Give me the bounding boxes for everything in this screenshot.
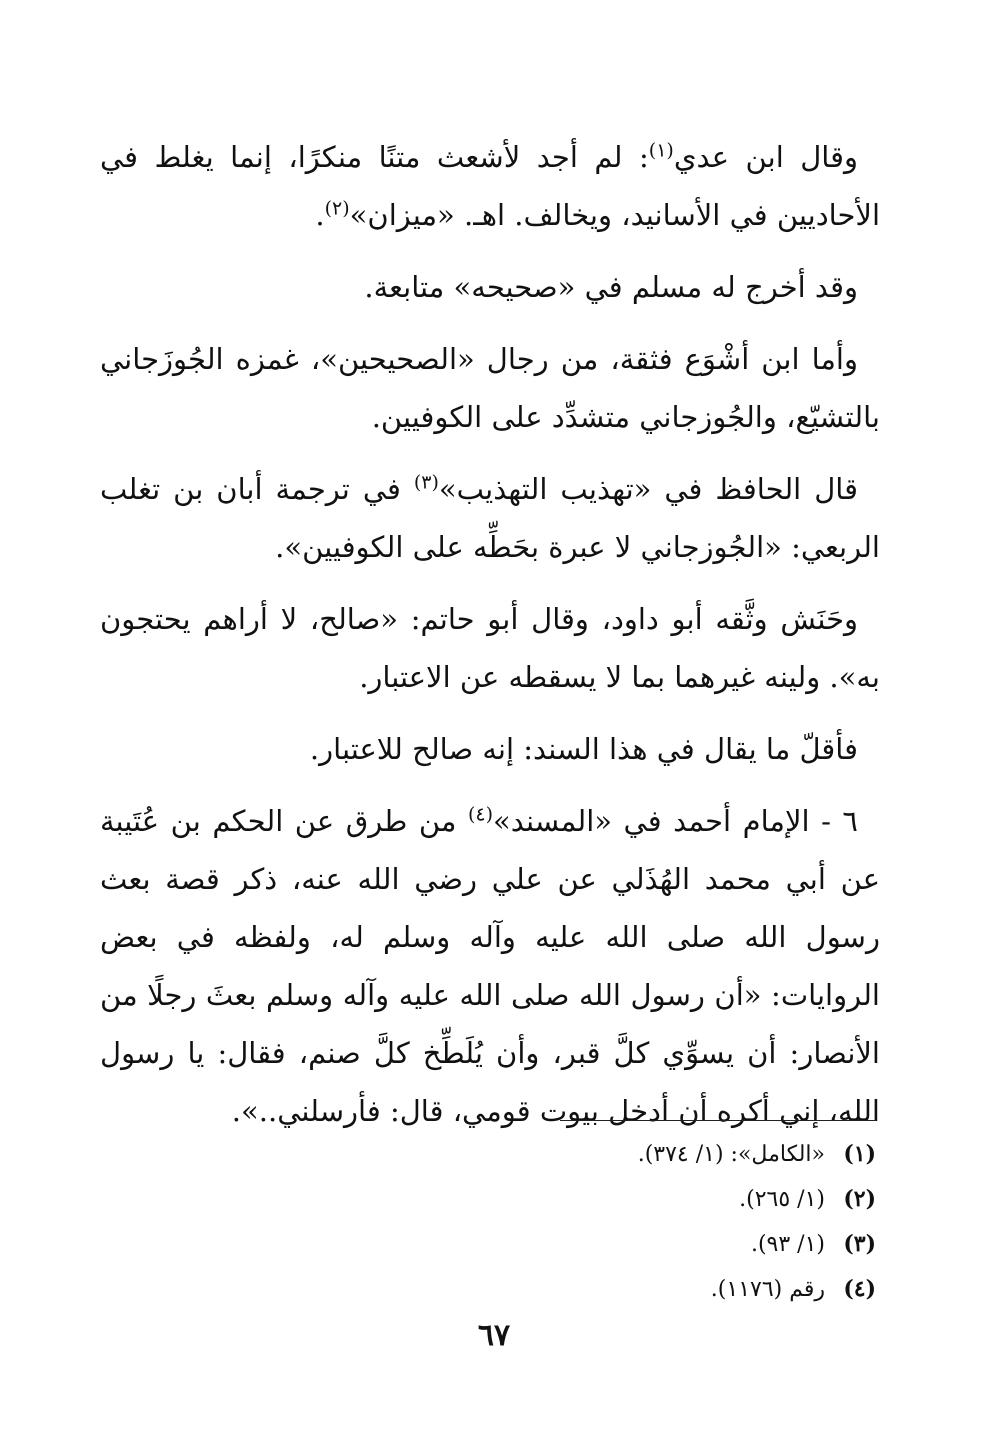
footnote-text: (١/ ٢٦٥). (739, 1187, 825, 1212)
paragraph-text: وأما ابن أشْوَع فثقة، من رجال «الصحيحين»، غمزه الجُوزَجاني بالتشيّع، والجُوزجاني متشدِّد على الكوفيين. (100, 342, 880, 434)
footnote-ref-1: (١) (648, 139, 674, 162)
footnote-divider (560, 1120, 876, 1121)
footnote-number: (٤) (843, 1276, 876, 1302)
main-text (100, 128, 880, 1154)
paragraph-muslim (100, 258, 880, 316)
paragraph-conclusion (100, 720, 880, 778)
paragraph-ibn-adi (100, 128, 880, 244)
footnote-text: «الكامل»: (١/ ٣٧٤). (637, 1142, 825, 1167)
footnote-ref-3: (٣) (413, 471, 439, 494)
footnote-ref-4: (٤) (467, 803, 494, 826)
footnote-4 (440, 1267, 876, 1312)
paragraph-text: من طرق عن الحكم بن عُتَيبة عن أبي محمد الهُذَلي عن علي رضي الله عنه، ذكر قصة بعث رسول الله صلى الله عليه وآله وسلم له، ولفظه في بعض الروايات: «أن رسول الله صلى الله عليه وآله وسلم بعثَ رجلًا من الأنصار: أن يسوِّي كلَّ قبر، وأن يُلَطِّخ كلَّ صنم، فقال: يا رسول الله، إني أكره أن أدخل بيوت قومي، قال: فأرسلني..». (100, 804, 880, 1128)
footnote-ref-2: (٢) (324, 197, 350, 220)
paragraph-hafiz (100, 460, 880, 576)
footnote-number: (١) (843, 1141, 876, 1167)
paragraph-text: وقال ابن عدي (673, 140, 858, 174)
footnotes (440, 1132, 876, 1312)
footnote-1 (440, 1132, 876, 1177)
footnote-text: (١/ ٩٣). (750, 1232, 825, 1257)
paragraph-text: قال الحافظ في «تهذيب التهذيب» (438, 472, 859, 506)
paragraph-text: فأقلّ ما يقال في هذا السند: إنه صالح للاعتبار. (309, 732, 858, 766)
page-number: ٦٧ (477, 1318, 511, 1353)
footnote-2 (440, 1177, 876, 1222)
paragraph-ibn-ashwa (100, 330, 880, 446)
paragraph-text: : لم أجد لأشعث متنًا منكرًا، إنما يغلط في الأحاديين في الأسانيد، ويخالف. اهـ. «ميزان» (100, 140, 880, 232)
paragraph-text: في ترجمة أبان بن تغلب الربعي: «الجُوزجاني لا عبرة بحَطِّه على الكوفيين». (100, 472, 880, 564)
paragraph-text: وحَنَش وثَّقه أبو داود، وقال أبو حاتم: «صالح، لا أراهم يحتجون به». ولينه غيرهما بما لا يسقطه عن الاعتبار. (100, 602, 880, 694)
paragraph-text: وقد أخرج له مسلم في «صحيحه» متابعة. (364, 270, 858, 304)
paragraph-text: . (315, 198, 325, 232)
paragraph-hanash (100, 590, 880, 706)
paragraph-ahmad (100, 792, 880, 1140)
paragraph-text: ٦ - الإمام أحمد في «المسند» (493, 804, 858, 838)
footnote-3 (440, 1222, 876, 1267)
footnote-number: (٢) (843, 1186, 876, 1212)
footnote-text: رقم (١١٧٦). (710, 1277, 825, 1302)
footnote-number: (٣) (843, 1231, 876, 1257)
